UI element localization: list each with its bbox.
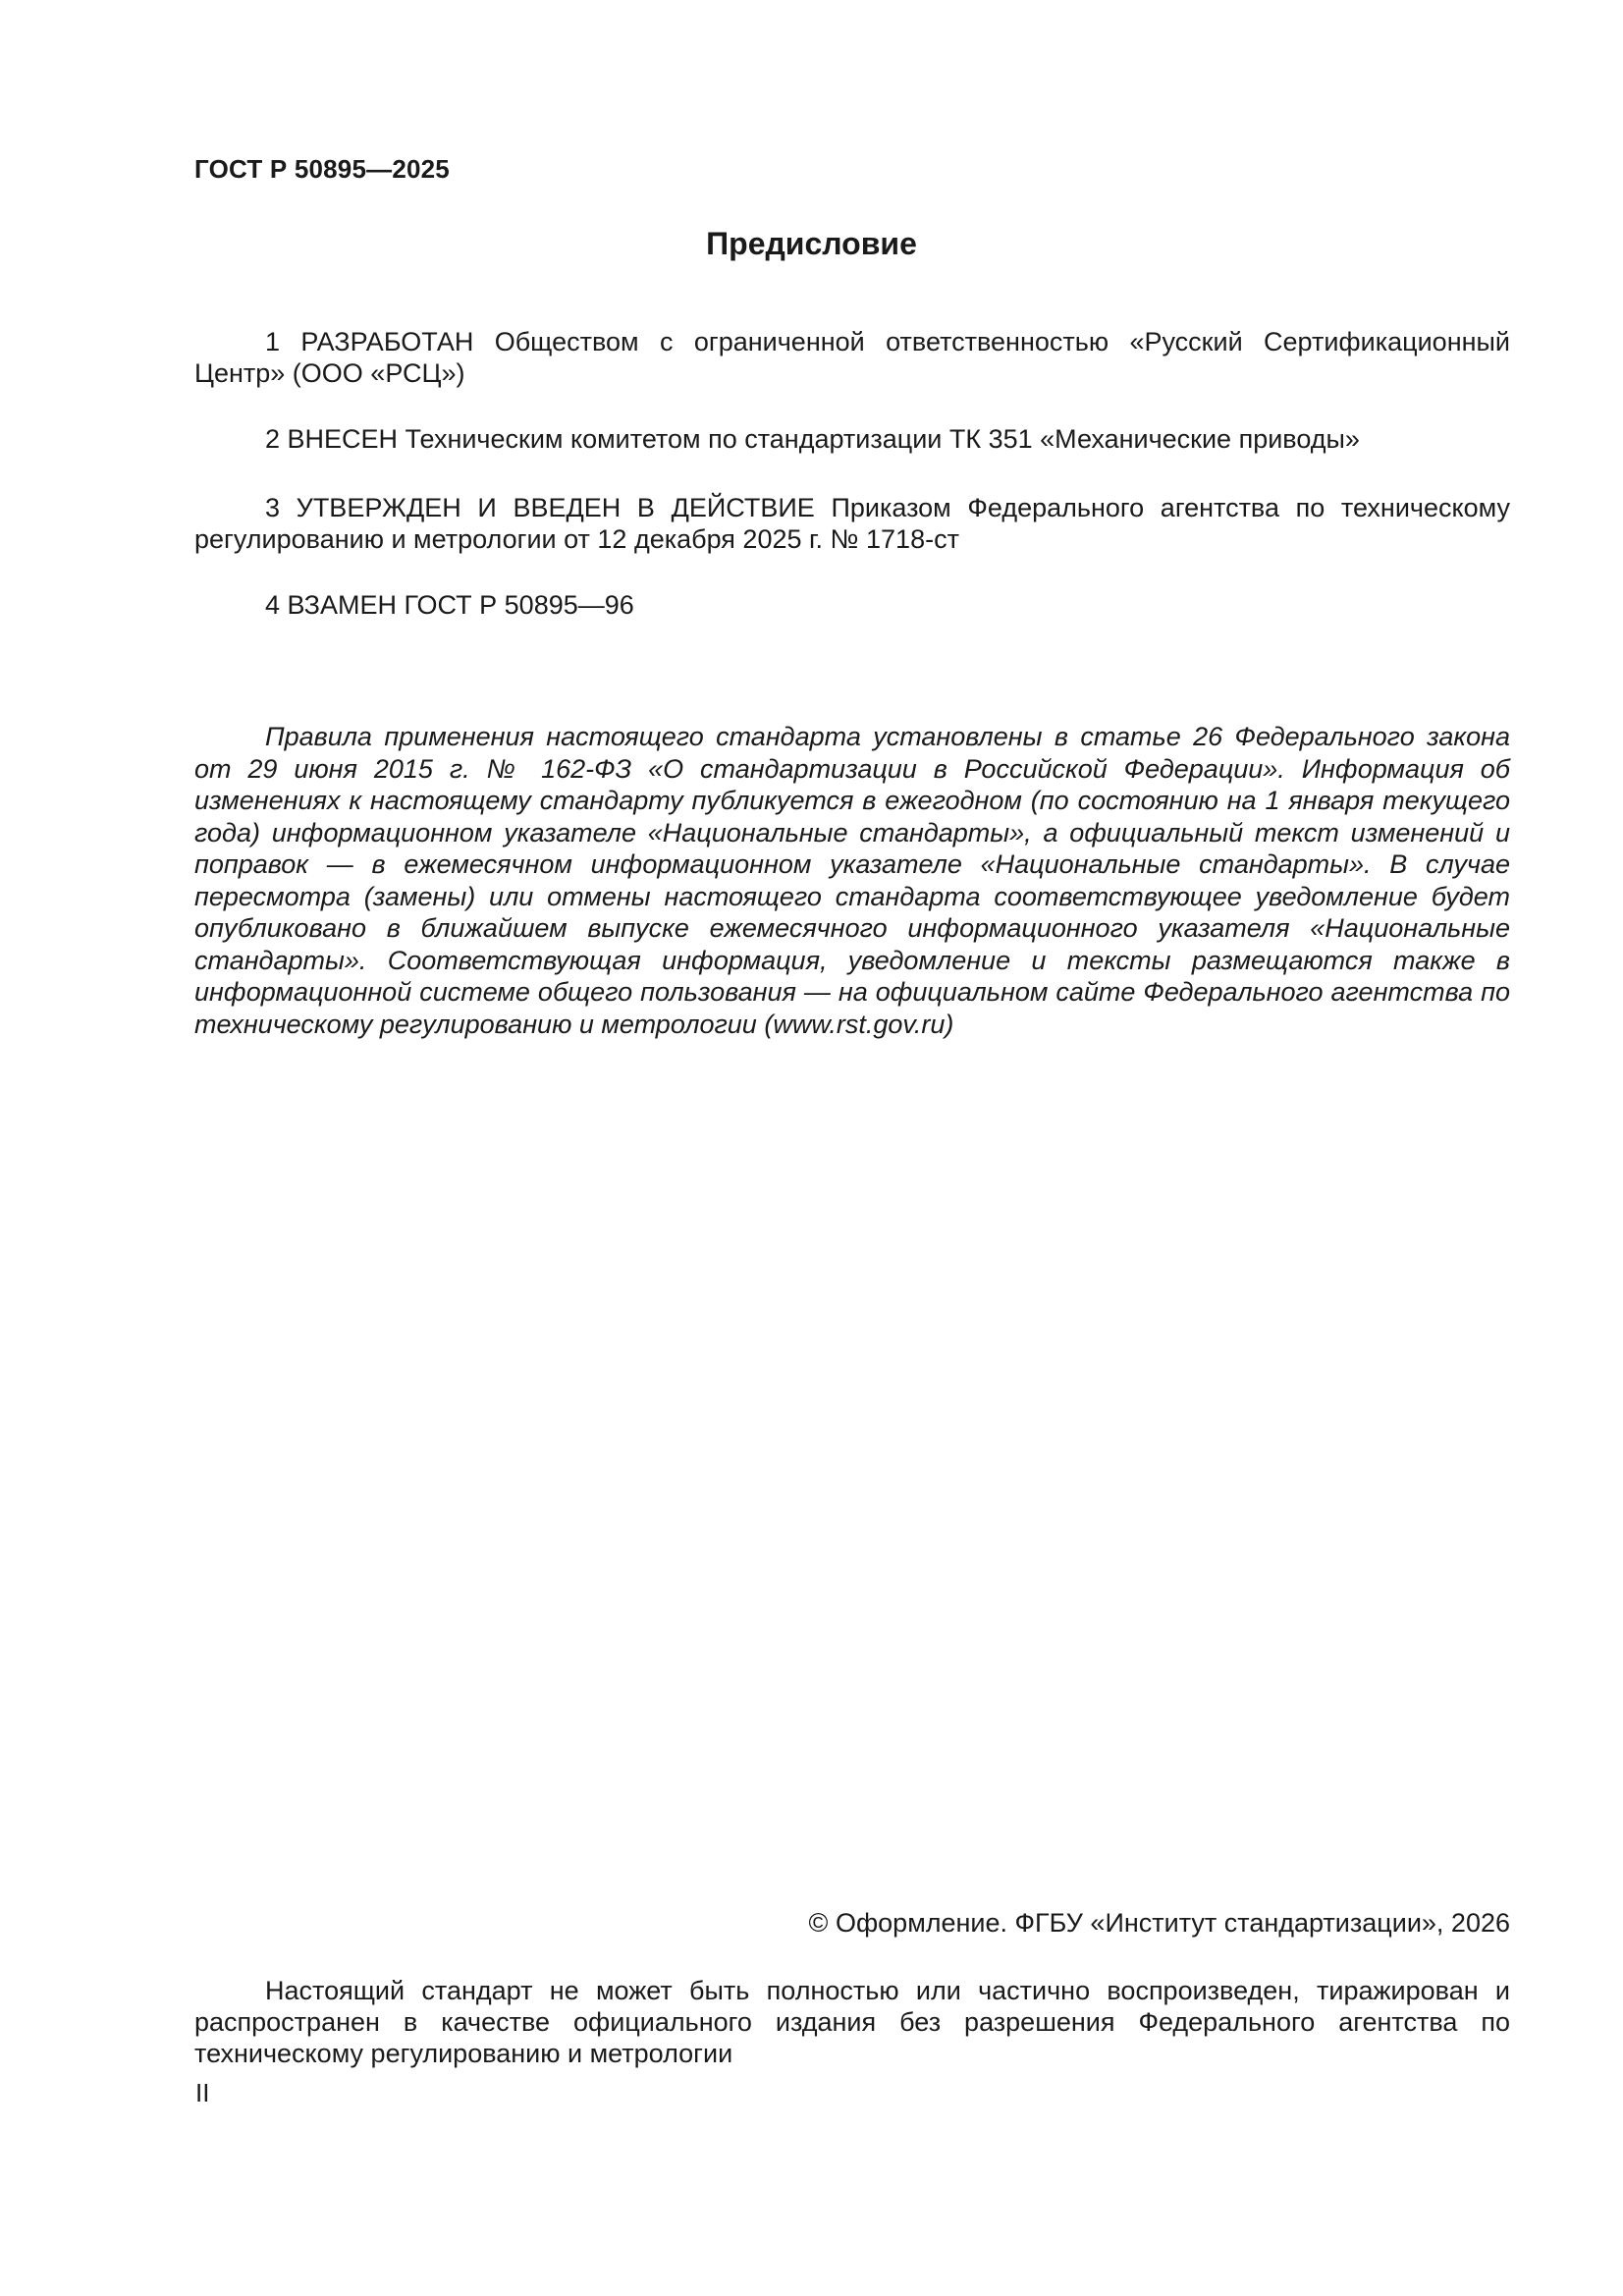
copyright-line: © Оформление. ФГБУ «Институт стандартизации», 2026 [808,1908,1510,1938]
page-title: Предисловие [706,226,917,261]
preface-item-submitted [194,423,1510,455]
rules-note [194,721,1510,1040]
preface-item-text: 3 УТВЕРЖДЕН И ВВЕДЕН В ДЕЙСТВИЕ Приказом Федерального агентства по техническому регулированию и метрологии от 12 декабря 2025 г. № 1718-ст [194,493,1510,554]
reproduction-notice-text: Настоящий стандарт не может быть полностью или частично воспроизведен, тиражирован и распространен в качестве официального издания без разрешения Федерального агентства по техническому регулированию и метрологии [194,1976,1510,2068]
preface-item-text: 4 ВЗАМЕН ГОСТ Р 50895—96 [265,590,634,620]
document-id: ГОСТ Р 50895—2025 [194,154,450,184]
preface-item-developed [194,326,1510,389]
preface-item-replaces [194,589,1510,621]
reproduction-notice [194,1975,1510,2069]
preface-item-text: 1 РАЗРАБОТАН Обществом с ограниченной ответственностью «Русский Сертификационный Центр» (ООО «РСЦ») [194,327,1510,388]
rules-note-text: Правила применения настоящего стандарта установлены в статье 26 Федерального закона от 29 июня 2015 г. № 162-ФЗ «О стандартизации в Российской Федерации». Информация об изменениях к настоящему стандарту публикуется в ежегодном (по состоянию на 1 января текущего года) информационном указателе «Национальные стандарты», а официальный текст изменений и поправок — в ежемесячном информационном указателе «Национальные стандарты». В случае пересмотра (замены) или отмены настоящего стандарта соответствующее уведомление будет опубликовано в ближайшем выпуске ежемесячного информационного указателя «Национальные стандарты». Соответствующая информация, уведомление и тексты размещаются также в информационной системе общего пользования — на официальном сайте Федерального агентства по техническому регулированию и метрологии (www.rst.gov.ru) [194,722,1510,1039]
preface-item-approved [194,492,1510,555]
preface-item-text: 2 ВНЕСЕН Техническим комитетом по стандартизации ТК 351 «Механические приводы» [265,424,1360,454]
page-number: II [195,2078,210,2107]
